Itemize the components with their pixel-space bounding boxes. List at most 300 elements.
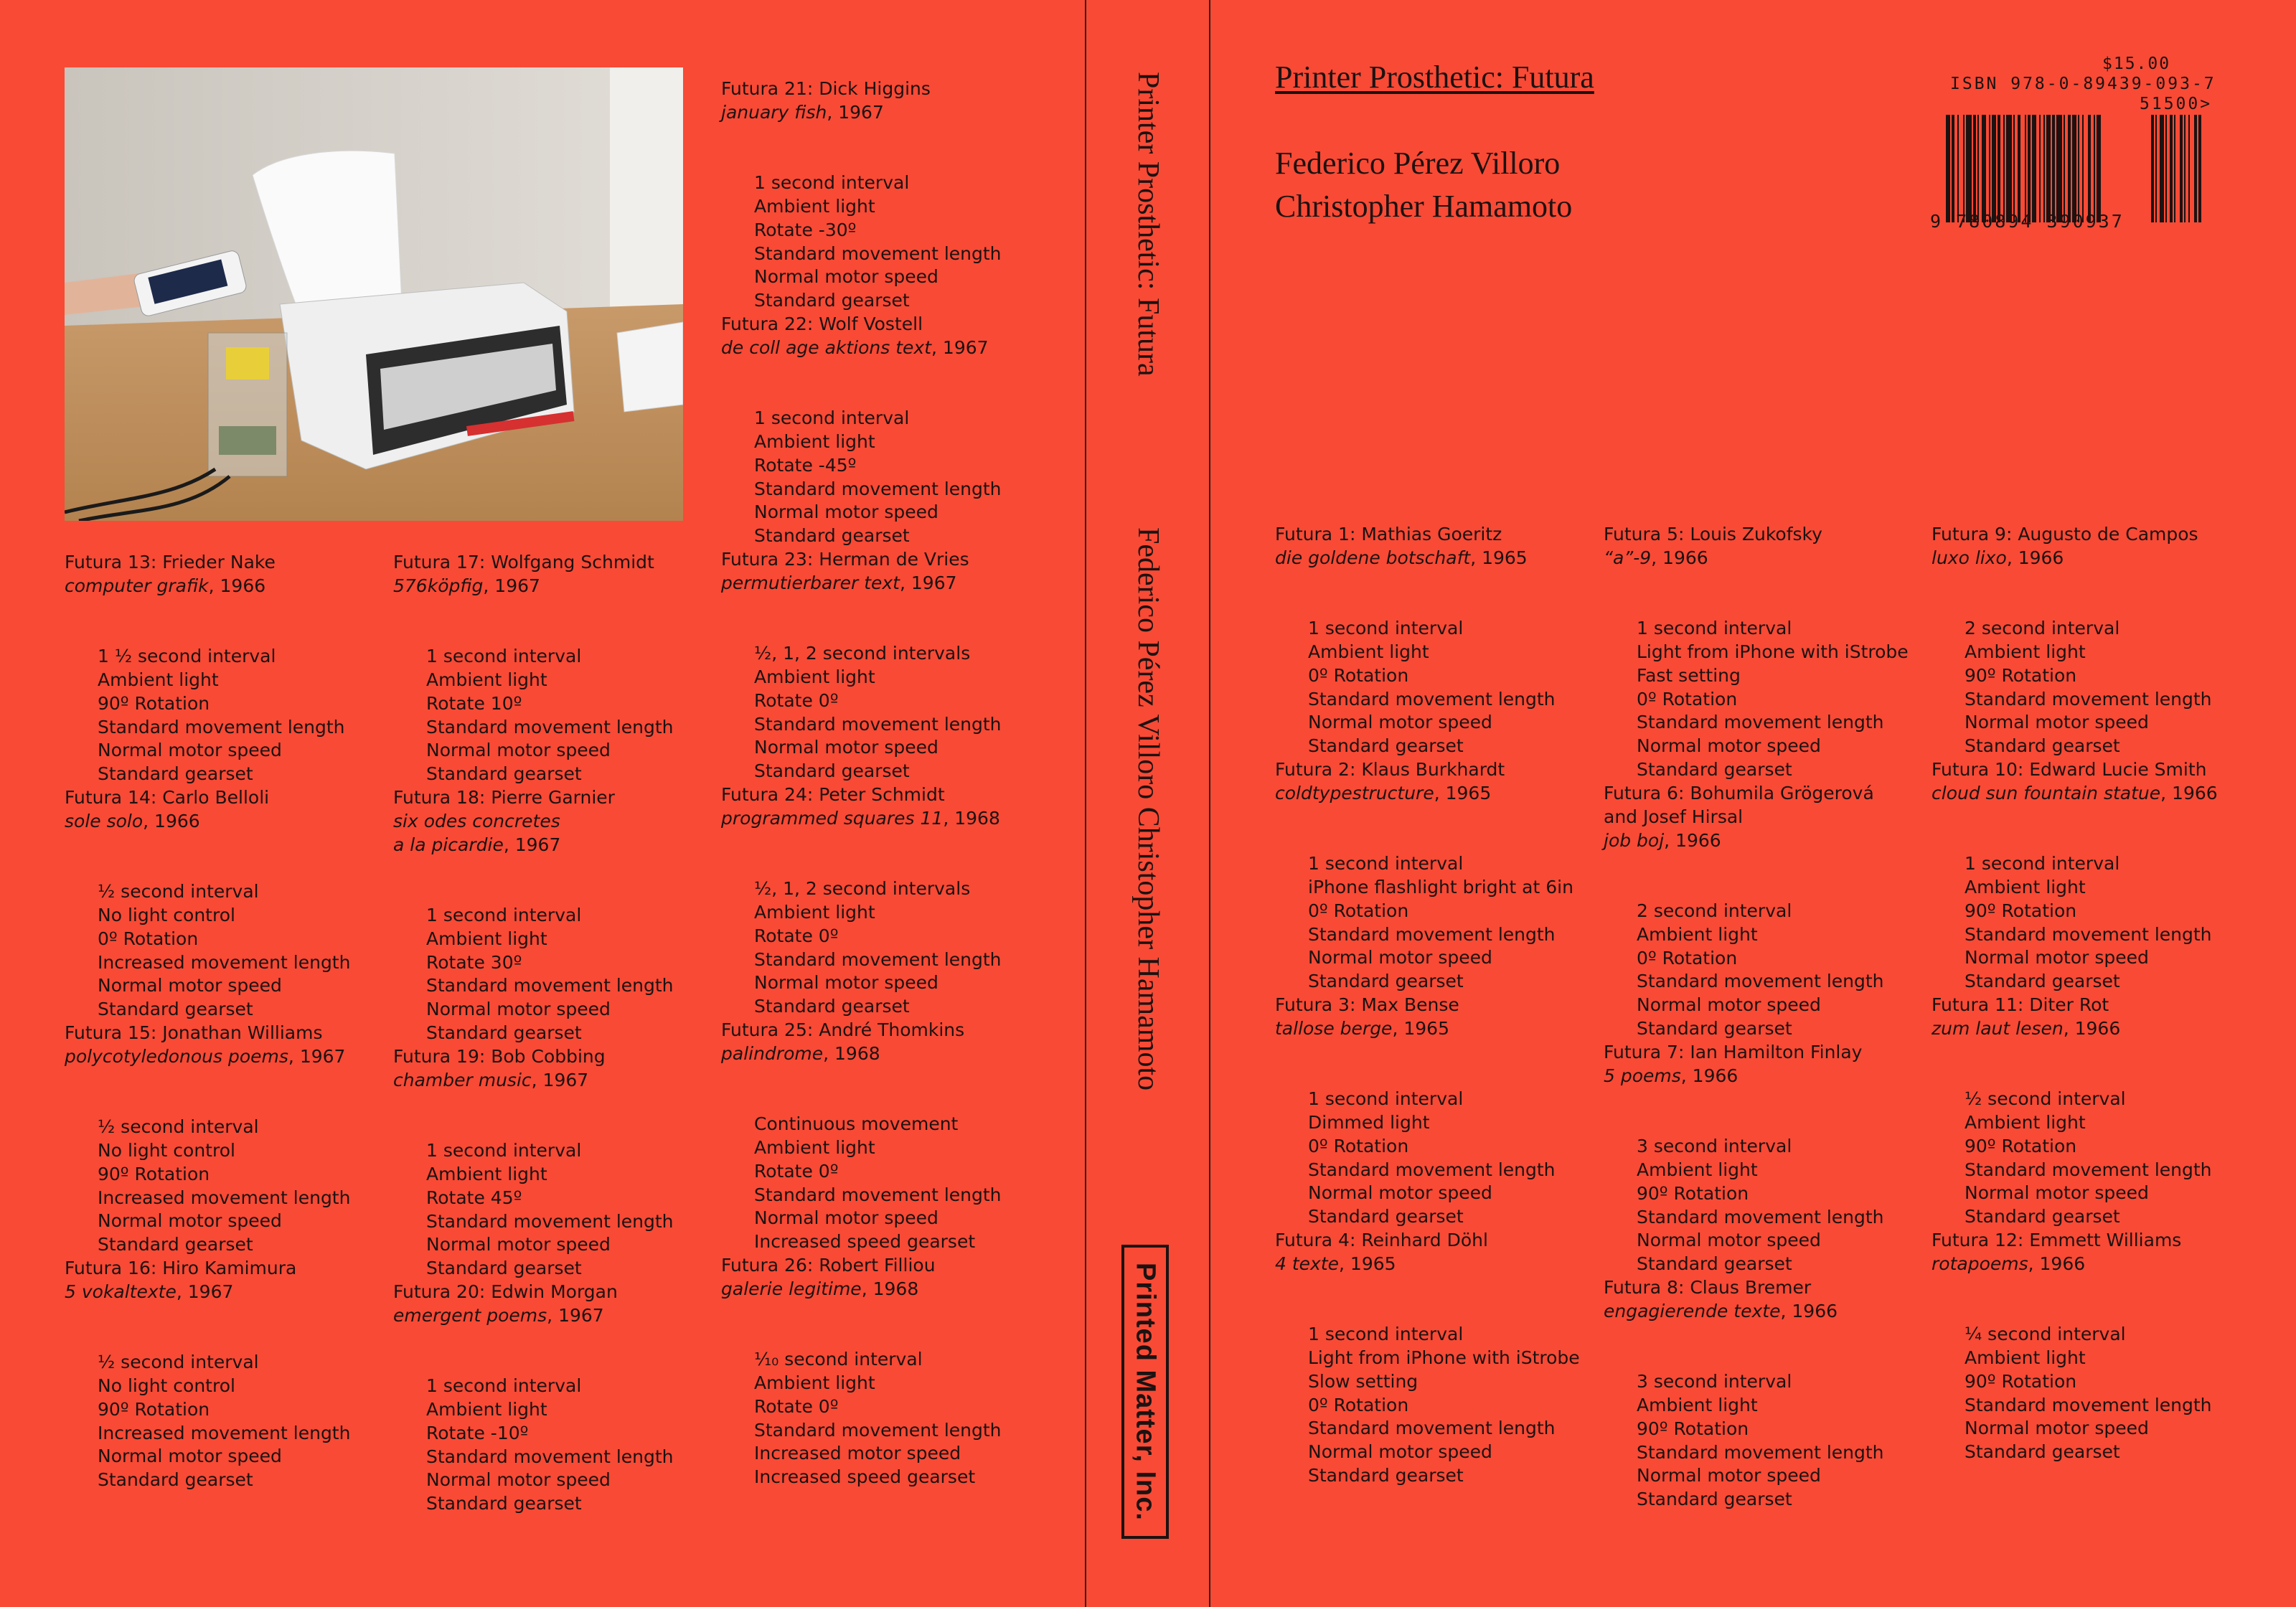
param: Standard movement length [754,1184,1002,1205]
entry-work-title: engagierende texte [1604,1300,1781,1321]
param: Normal motor speed [98,975,282,996]
param: No light control [98,1375,235,1396]
param: Ambient light [754,195,875,217]
param: Standard movement length [754,242,1002,264]
barcode-digits: 9 780894 390937 [1930,211,2125,232]
param: Rotate 0º [754,1395,839,1417]
param: Standard gearset [1308,1464,1464,1486]
barcode-bar [2018,115,2020,222]
entry-params [754,1324,1037,1512]
param: ⅒ second interval [754,1349,923,1370]
param: Increased movement length [98,1422,351,1443]
param: Standard gearset [426,1258,582,1279]
param: 0º Rotation [98,928,199,949]
param: Normal motor speed [1965,712,2149,733]
entry-year: , 1966 [143,810,200,831]
barcode-bar [1973,115,1976,222]
entry-params [426,1116,709,1304]
entry-year: , 1965 [1339,1253,1396,1274]
param: Standard gearset [1965,1441,2120,1463]
barcode-bar [2194,115,2197,222]
param: Ambient light [1965,641,2086,662]
barcode-bar [2003,115,2005,222]
entry-params [1308,829,1591,1017]
entry-heading: Futura 24: Peter Schmidt [721,784,945,805]
entry-params [1637,1347,1919,1535]
entry-heading: Futura 5: Louis Zukofsky [1604,524,1822,545]
entry-work-title: de coll age aktions text [721,336,932,358]
entry-params [98,1092,380,1280]
barcode-bar [2032,115,2036,222]
entry-year: , 1967 [503,834,561,855]
barcode-bar [2082,115,2084,222]
entry-year: , 1966 [2160,782,2218,804]
param: Rotate 45º [426,1187,522,1208]
entry-year: , 1967 [547,1304,604,1326]
entry-year: , 1965 [1470,547,1528,568]
entry-params [754,383,1037,571]
entry-params [1308,593,1591,781]
param: 90º Rotation [98,692,210,714]
param: Normal motor speed [1965,1182,2149,1204]
param: Light from iPhone with iStrobe [1637,641,1909,662]
param: Normal motor speed [754,737,938,758]
entry-params [754,854,1037,1042]
param: 1 second interval [1308,1324,1464,1345]
param: Standard movement length [1637,1441,1884,1463]
param: 3 second interval [1637,1136,1792,1157]
publisher-name: Printed Matter, Inc. [1130,1263,1161,1521]
entry-year: , 1967 [531,1069,589,1090]
barcode-bar [1946,115,1950,222]
param: Standard movement length [1965,688,2212,710]
param: Standard gearset [98,1234,253,1255]
param: Standard movement length [1637,1206,1884,1227]
entry-year: , 1967 [827,101,884,123]
param: Normal motor speed [1637,994,1821,1016]
entry-year: , 1967 [176,1281,234,1302]
entry-work-title: six odes concretes a la picardie [393,810,560,855]
spine-fold-left [1085,0,1086,1607]
entry-params [98,857,380,1045]
param: 1 second interval [426,1375,582,1397]
param: 1 second interval [754,172,910,194]
entry-work-title: 576köpfig [393,575,484,596]
param: Standard movement length [754,478,1002,499]
entry-futura-21 [721,77,1037,336]
param: Standard gearset [426,763,582,785]
param: Standard gearset [754,996,910,1017]
entry-year: , 1967 [931,336,989,358]
param: Normal motor speed [1637,1465,1821,1486]
entry-work-title: emergent poems [393,1304,547,1326]
entry-futura-25 [721,1019,1037,1278]
spine-title: Printer Prosthetic: Futura [1131,72,1165,377]
spine-fold-right [1209,0,1210,1607]
entry-futura-22 [721,313,1037,572]
param: Normal motor speed [754,972,938,994]
entry-futura-13 [65,551,380,810]
param: Ambient light [426,1398,547,1420]
front-title: Printer Prosthetic: Futura [1275,60,1594,95]
entry-futura-1 [1275,523,1591,782]
param: 1 second interval [1308,1088,1464,1110]
barcode-bar [2006,115,2012,222]
price: $15.00 [2102,55,2171,73]
param: 90º Rotation [1637,1418,1749,1439]
entry-work-title: chamber music [393,1069,532,1090]
entry-year: , 1966 [2006,547,2064,568]
entry-heading: Futura 20: Edwin Morgan [393,1281,618,1302]
param: 0º Rotation [1308,1394,1409,1415]
param: 0º Rotation [1637,688,1738,710]
barcode-icon [1946,115,2219,222]
entry-work-title: 5 poems [1604,1065,1681,1086]
publisher-logo [1121,1245,1169,1539]
barcode-bar [2088,115,2091,222]
param: Standard gearset [1965,971,2120,992]
param: Standard movement length [426,975,674,996]
entry-heading: Futura 26: Robert Filliou [721,1255,936,1276]
barcode-bar [2025,115,2026,222]
param: ½ second interval [98,1352,259,1373]
barcode-bar [1957,115,1959,222]
param: 1 second interval [426,646,582,667]
entry-year: , 1968 [943,807,1000,829]
front-author-1: Federico Pérez Villoro [1275,146,1561,181]
barcode-bar [2064,115,2065,222]
param: 90º Rotation [98,1398,210,1420]
barcode-bar [1963,115,1965,222]
barcode-bar [2046,115,2051,222]
barcode-bar [2160,115,2164,222]
entry-work-title: cloud sun fountain statue [1932,782,2161,804]
barcode-bar [1992,115,1996,222]
entry-heading: Futura 21: Dick Higgins [721,78,931,99]
param: Ambient light [754,901,875,923]
entry-params [754,148,1037,336]
param: Ambient light [754,666,875,687]
param: Normal motor speed [98,740,282,761]
param: iPhone flashlight bright at 6in [1308,876,1573,897]
param: 1 second interval [1965,853,2120,875]
param: Rotate 0º [754,689,839,711]
param: 90º Rotation [1637,1182,1749,1204]
param: Ambient light [426,1163,547,1184]
entry-params [1637,876,1919,1064]
param: Normal motor speed [426,740,611,761]
entry-heading: Futura 23: Herman de Vries [721,549,969,570]
param: Ambient light [426,669,547,690]
param: Increased speed gearset [754,1231,976,1253]
entry-heading: Futura 14: Carlo Belloli [65,787,270,808]
entry-futura-5 [1604,523,1919,806]
param: 1 second interval [426,904,582,925]
entry-work-title: 5 vokaltexte [65,1281,177,1302]
entry-futura-11 [1932,994,2247,1253]
param: ½, 1, 2 second intervals [754,878,971,900]
entry-futura-19 [393,1045,709,1304]
entry-futura-8 [1604,1276,1919,1535]
param: Standard gearset [426,1493,582,1514]
barcode-bar [2155,115,2157,222]
param: Rotate 10º [426,692,522,714]
entry-year: , 1966 [2063,1017,2121,1039]
printer-photo [65,67,683,521]
entry-year: , 1968 [861,1278,919,1299]
param: Standard movement length [754,948,1002,970]
param: Standard movement length [1308,688,1556,710]
param: Rotate 0º [754,1160,839,1182]
param: Normal motor speed [426,1469,611,1491]
param: 2 second interval [1965,618,2120,639]
entry-params [426,1351,709,1539]
entry-work-title: sole solo [65,810,144,831]
barcode-bar [2072,115,2076,222]
price-code: 51500> [2140,95,2213,113]
entry-work-title: computer grafik [65,575,209,596]
entry-work-title: programmed squares 11 [721,807,944,829]
param: ½, 1, 2 second intervals [754,643,971,664]
barcode-bar [1966,115,1972,222]
barcode-bar [2170,115,2173,222]
param: Dimmed light [1308,1111,1430,1133]
entry-work-title: palindrome [721,1042,824,1064]
param: Ambient light [754,1372,875,1393]
entry-futura-9 [1932,523,2247,782]
entry-futura-23 [721,548,1037,807]
param: ½ second interval [1965,1088,2126,1110]
entry-work-title: permutierbarer text [721,572,900,593]
entry-work-title: 4 texte [1275,1253,1340,1274]
param: No light control [98,1139,235,1161]
entry-params [1637,1111,1919,1299]
entry-futura-4 [1275,1229,1591,1512]
param: Increased movement length [98,951,351,973]
param: Ambient light [1965,876,2086,897]
entry-heading: Futura 7: Ian Hamilton Finlay [1604,1042,1863,1062]
param: Standard movement length [1308,1418,1556,1439]
param: Standard movement length [1637,712,1884,733]
entry-params [1965,1299,2247,1487]
param: Ambient light [426,928,547,949]
barcode-bar [2078,115,2079,222]
entry-heading: Futura 25: André Thomkins [721,1019,965,1040]
param: Standard gearset [1637,1489,1792,1510]
entry-params [754,618,1037,806]
entry-params [1965,829,2247,1017]
entry-heading: Futura 4: Reinhard Döhl [1275,1230,1488,1250]
param: Normal motor speed [1637,1230,1821,1251]
isbn: ISBN 978-0-89439-093-7 [1950,75,2216,93]
param: 2 second interval [1637,900,1792,921]
param: ¼ second interval [1965,1324,2126,1345]
param: Normal motor speed [754,501,938,523]
entry-work-title: coldtypestructure [1275,782,1434,804]
entry-params [1965,1064,2247,1252]
param: 1 second interval [426,1140,582,1161]
param: 1 second interval [754,407,910,429]
entry-work-title: “a”-9 [1604,547,1652,568]
entry-params [1308,1064,1591,1252]
param: Increased speed gearset [754,1466,976,1488]
entry-futura-15 [65,1022,380,1281]
param: 90º Rotation [1965,664,2077,686]
param: Fast setting [1637,664,1741,686]
barcode-bar [2028,115,2031,222]
param: Standard movement length [754,713,1002,735]
param: 0º Rotation [1308,664,1409,686]
param: 1 ½ second interval [98,646,276,667]
entry-futura-3 [1275,994,1591,1253]
param: Increased movement length [98,1187,351,1208]
param: Standard movement length [426,1210,674,1232]
barcode-bar [1952,115,1954,222]
param: Ambient light [1637,1159,1758,1180]
param: Standard gearset [1308,1206,1464,1227]
entry-futura-18 [393,786,709,1069]
entry-heading: Futura 16: Hiro Kamimura [65,1258,297,1278]
barcode-bar [2013,115,2015,222]
param: Standard gearset [98,999,253,1020]
entry-futura-24 [721,783,1037,1042]
entry-futura-2 [1275,758,1591,1017]
param: Slow setting [1308,1370,1418,1392]
entry-heading: Futura 17: Wolfgang Schmidt [393,552,654,572]
param: Ambient light [754,430,875,452]
param: Standard gearset [1965,735,2120,757]
entry-year: , 1966 [2028,1253,2086,1274]
param: 90º Rotation [1965,1135,2077,1156]
param: Ambient light [1637,1394,1758,1415]
param: ½ second interval [98,881,259,903]
entry-heading: Futura 13: Frieder Nake [65,552,276,572]
entry-heading: Futura 12: Emmett Williams [1932,1230,2182,1250]
param: Rotate 0º [754,925,839,946]
barcode-bar [2043,115,2045,222]
entry-year: , 1967 [288,1045,346,1067]
entry-futura-17 [393,551,709,810]
param: Ambient light [98,669,219,690]
param: Normal motor speed [1308,1441,1492,1463]
barcode-bar [2052,115,2055,222]
entry-year: , 1966 [1664,829,1721,851]
param: Normal motor speed [1308,947,1492,969]
barcode-bar [1977,115,1979,222]
param: Rotate 30º [426,951,522,973]
entry-year: , 1965 [1434,782,1492,804]
barcode-bar [2094,115,2095,222]
entry-params [1637,593,1919,805]
param: Normal motor speed [1965,1418,2149,1439]
param: No light control [98,904,235,925]
entry-futura-12 [1932,1229,2247,1488]
param: Standard movement length [426,716,674,737]
entry-futura-10 [1932,758,2247,1017]
param: Ambient light [1965,1111,2086,1133]
param: Standard gearset [1965,1206,2120,1227]
entry-params [1965,593,2247,781]
entry-params [98,621,380,809]
param: Normal motor speed [98,1210,282,1232]
barcode-bar [1989,115,1990,222]
entry-work-title: january fish [721,101,827,123]
entry-heading: Futura 2: Klaus Burkhardt [1275,759,1505,780]
entry-year: , 1967 [483,575,540,596]
entry-heading: Futura 22: Wolf Vostell [721,314,923,334]
barcode-bar [2198,115,2201,222]
barcode-bar [2180,115,2183,222]
front-author-2: Christopher Hamamoto [1275,189,1573,224]
param: 1 second interval [1308,853,1464,875]
entry-futura-7 [1604,1041,1919,1300]
entry-heading: Futura 8: Claus Bremer [1604,1277,1812,1298]
entry-work-title: job boj [1604,829,1665,851]
param: Rotate -30º [754,219,857,240]
param: Standard movement length [1965,923,2212,945]
barcode-bar [2188,115,2190,222]
param: Standard movement length [1965,1159,2212,1180]
param: Ambient light [1637,923,1758,945]
param: Normal motor speed [754,1207,938,1229]
entry-heading: Futura 3: Max Bense [1275,994,1459,1015]
param: Ambient light [1308,641,1429,662]
param: Ambient light [754,1136,875,1158]
barcode-bar [2056,115,2062,222]
param: Light from iPhone with iStrobe [1308,1347,1580,1368]
param: Normal motor speed [754,266,938,288]
entry-params [98,1327,380,1515]
param: 1 second interval [1637,618,1792,639]
param: Standard gearset [1637,758,1792,780]
entry-heading: Futura 15: Jonathan Williams [65,1022,323,1043]
barcode-bar [1998,115,2000,222]
param: Standard gearset [754,525,910,547]
param: Normal motor speed [426,1234,611,1255]
entry-work-title: galerie legitime [721,1278,862,1299]
param: Standard movement length [98,716,345,737]
entry-heading: Futura 18: Pierre Garnier [393,787,615,808]
param: Standard gearset [1637,1253,1792,1275]
param: Normal motor speed [1308,1182,1492,1204]
param: Normal motor speed [1308,712,1492,733]
param: Ambient light [1965,1347,2086,1368]
entry-year: , 1966 [208,575,266,596]
param: 0º Rotation [1308,900,1409,921]
param: Standard gearset [98,1469,253,1491]
param: Standard gearset [98,763,253,785]
barcode-bar [1982,115,1986,222]
entry-year: , 1965 [1392,1017,1449,1039]
barcode-bar [2151,115,2154,222]
param: 90º Rotation [1965,1370,2077,1392]
barcode-bar [2039,115,2041,222]
entry-work-title: polycotyledonous poems [65,1045,288,1067]
entry-heading: Futura 10: Edward Lucie Smith [1932,759,2207,780]
param: Normal motor speed [1637,735,1821,757]
entry-work-title: rotapoems [1932,1253,2028,1274]
param: Rotate -45º [754,454,857,476]
entry-futura-20 [393,1281,709,1540]
barcode-bar [2068,115,2071,222]
barcode-bar [2184,115,2186,222]
param: 90º Rotation [98,1163,210,1184]
param: Rotate -10º [426,1422,529,1443]
param: Standard movement length [1637,971,1884,992]
param: 3 second interval [1637,1371,1792,1392]
barcode-bar [2097,115,2101,222]
entry-heading: Futura 9: Augusto de Campos [1932,524,2198,545]
